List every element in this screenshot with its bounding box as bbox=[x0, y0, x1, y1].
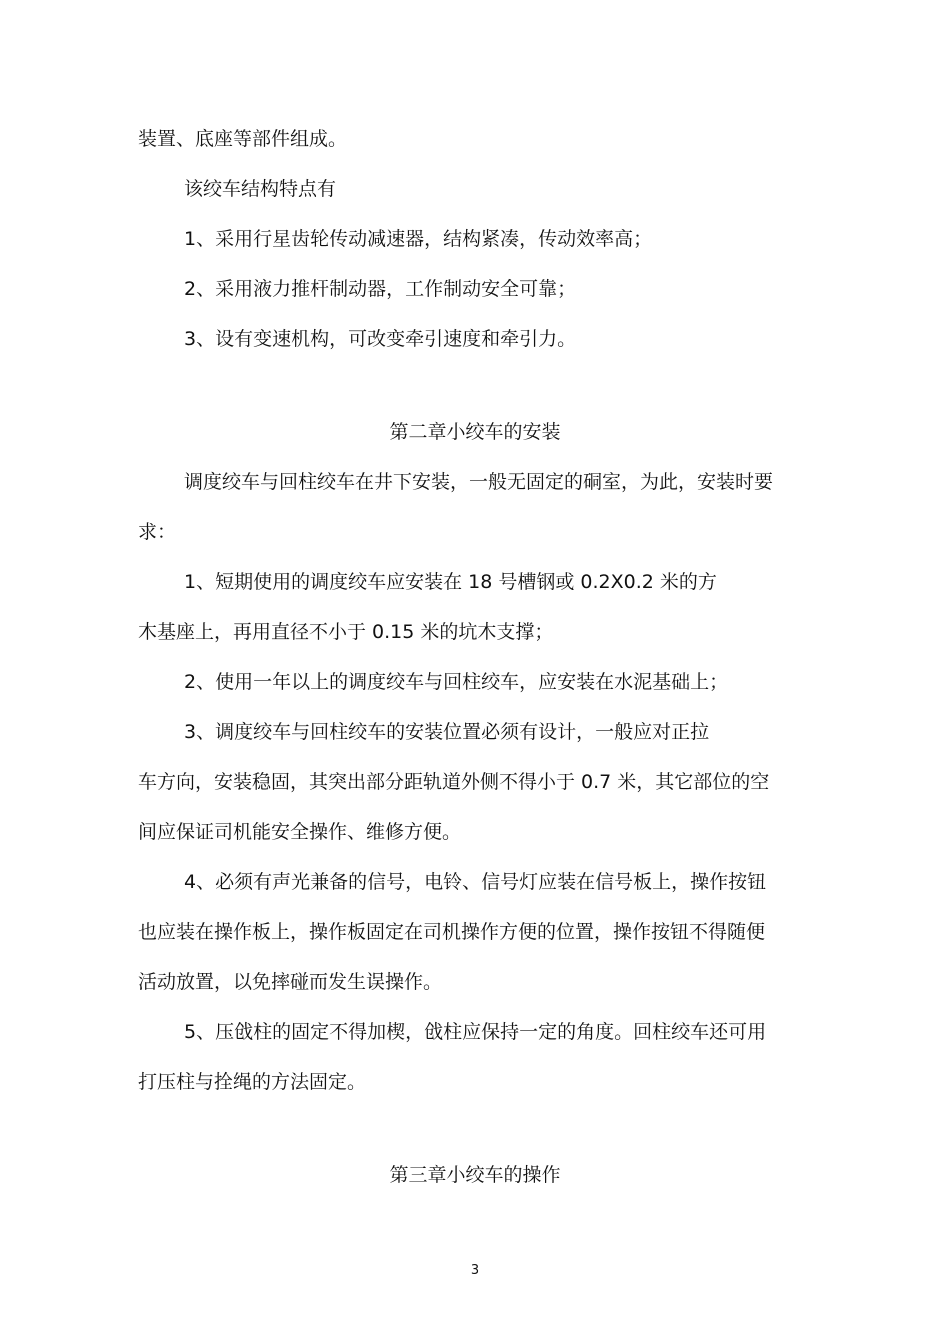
list-item: 1、采用行星齿轮传动减速器，结构紧凑，传动效率高； bbox=[184, 228, 653, 250]
list-item: 5、压戗柱的固定不得加楔，戗柱应保持一定的角度。回柱绞车还可用 bbox=[184, 1021, 767, 1043]
page-number: 3 bbox=[470, 1263, 480, 1278]
list-item: 1、短期使用的调度绞车应安装在 18 号槽钢或 0.2X0.2 米的方 bbox=[184, 571, 717, 593]
body-text-line: 装置、底座等部件组成。 bbox=[138, 128, 348, 150]
list-item: 3、设有变速机构，可改变牵引速度和牵引力。 bbox=[184, 328, 577, 350]
body-text-line: 也应装在操作板上，操作板固定在司机操作方便的位置，操作按钮不得随便 bbox=[138, 921, 766, 943]
list-item: 3、调度绞车与回柱绞车的安装位置必须有设计，一般应对正拉 bbox=[184, 721, 710, 743]
body-text-line: 打压柱与拴绳的方法固定。 bbox=[138, 1071, 367, 1093]
body-text-line: 间应保证司机能安全操作、维修方便。 bbox=[138, 821, 462, 843]
body-text-line: 活动放置，以免摔碰而发生误操作。 bbox=[138, 971, 443, 993]
body-text-line: 该绞车结构特点有 bbox=[184, 178, 337, 200]
chapter-heading: 第三章小绞车的操作 bbox=[389, 1164, 561, 1186]
list-item: 4、必须有声光兼备的信号，电铃、信号灯应装在信号板上，操作按钮 bbox=[184, 871, 767, 893]
chapter-heading: 第二章小绞车的安装 bbox=[389, 421, 561, 443]
body-text-line: 木基座上，再用直径不小于 0.15 米的坑木支撑； bbox=[138, 621, 554, 643]
body-text-line: 调度绞车与回柱绞车在井下安装，一般无固定的硐室，为此，安装时要 bbox=[184, 471, 774, 493]
list-item: 2、使用一年以上的调度绞车与回柱绞车，应安装在水泥基础上； bbox=[184, 671, 729, 693]
body-text-line: 车方向，安装稳固，其突出部分距轨道外侧不得小于 0.7 米，其它部位的空 bbox=[138, 771, 770, 793]
body-text-line: 求： bbox=[138, 521, 177, 543]
list-item: 2、采用液力推杆制动器，工作制动安全可靠； bbox=[184, 278, 577, 300]
